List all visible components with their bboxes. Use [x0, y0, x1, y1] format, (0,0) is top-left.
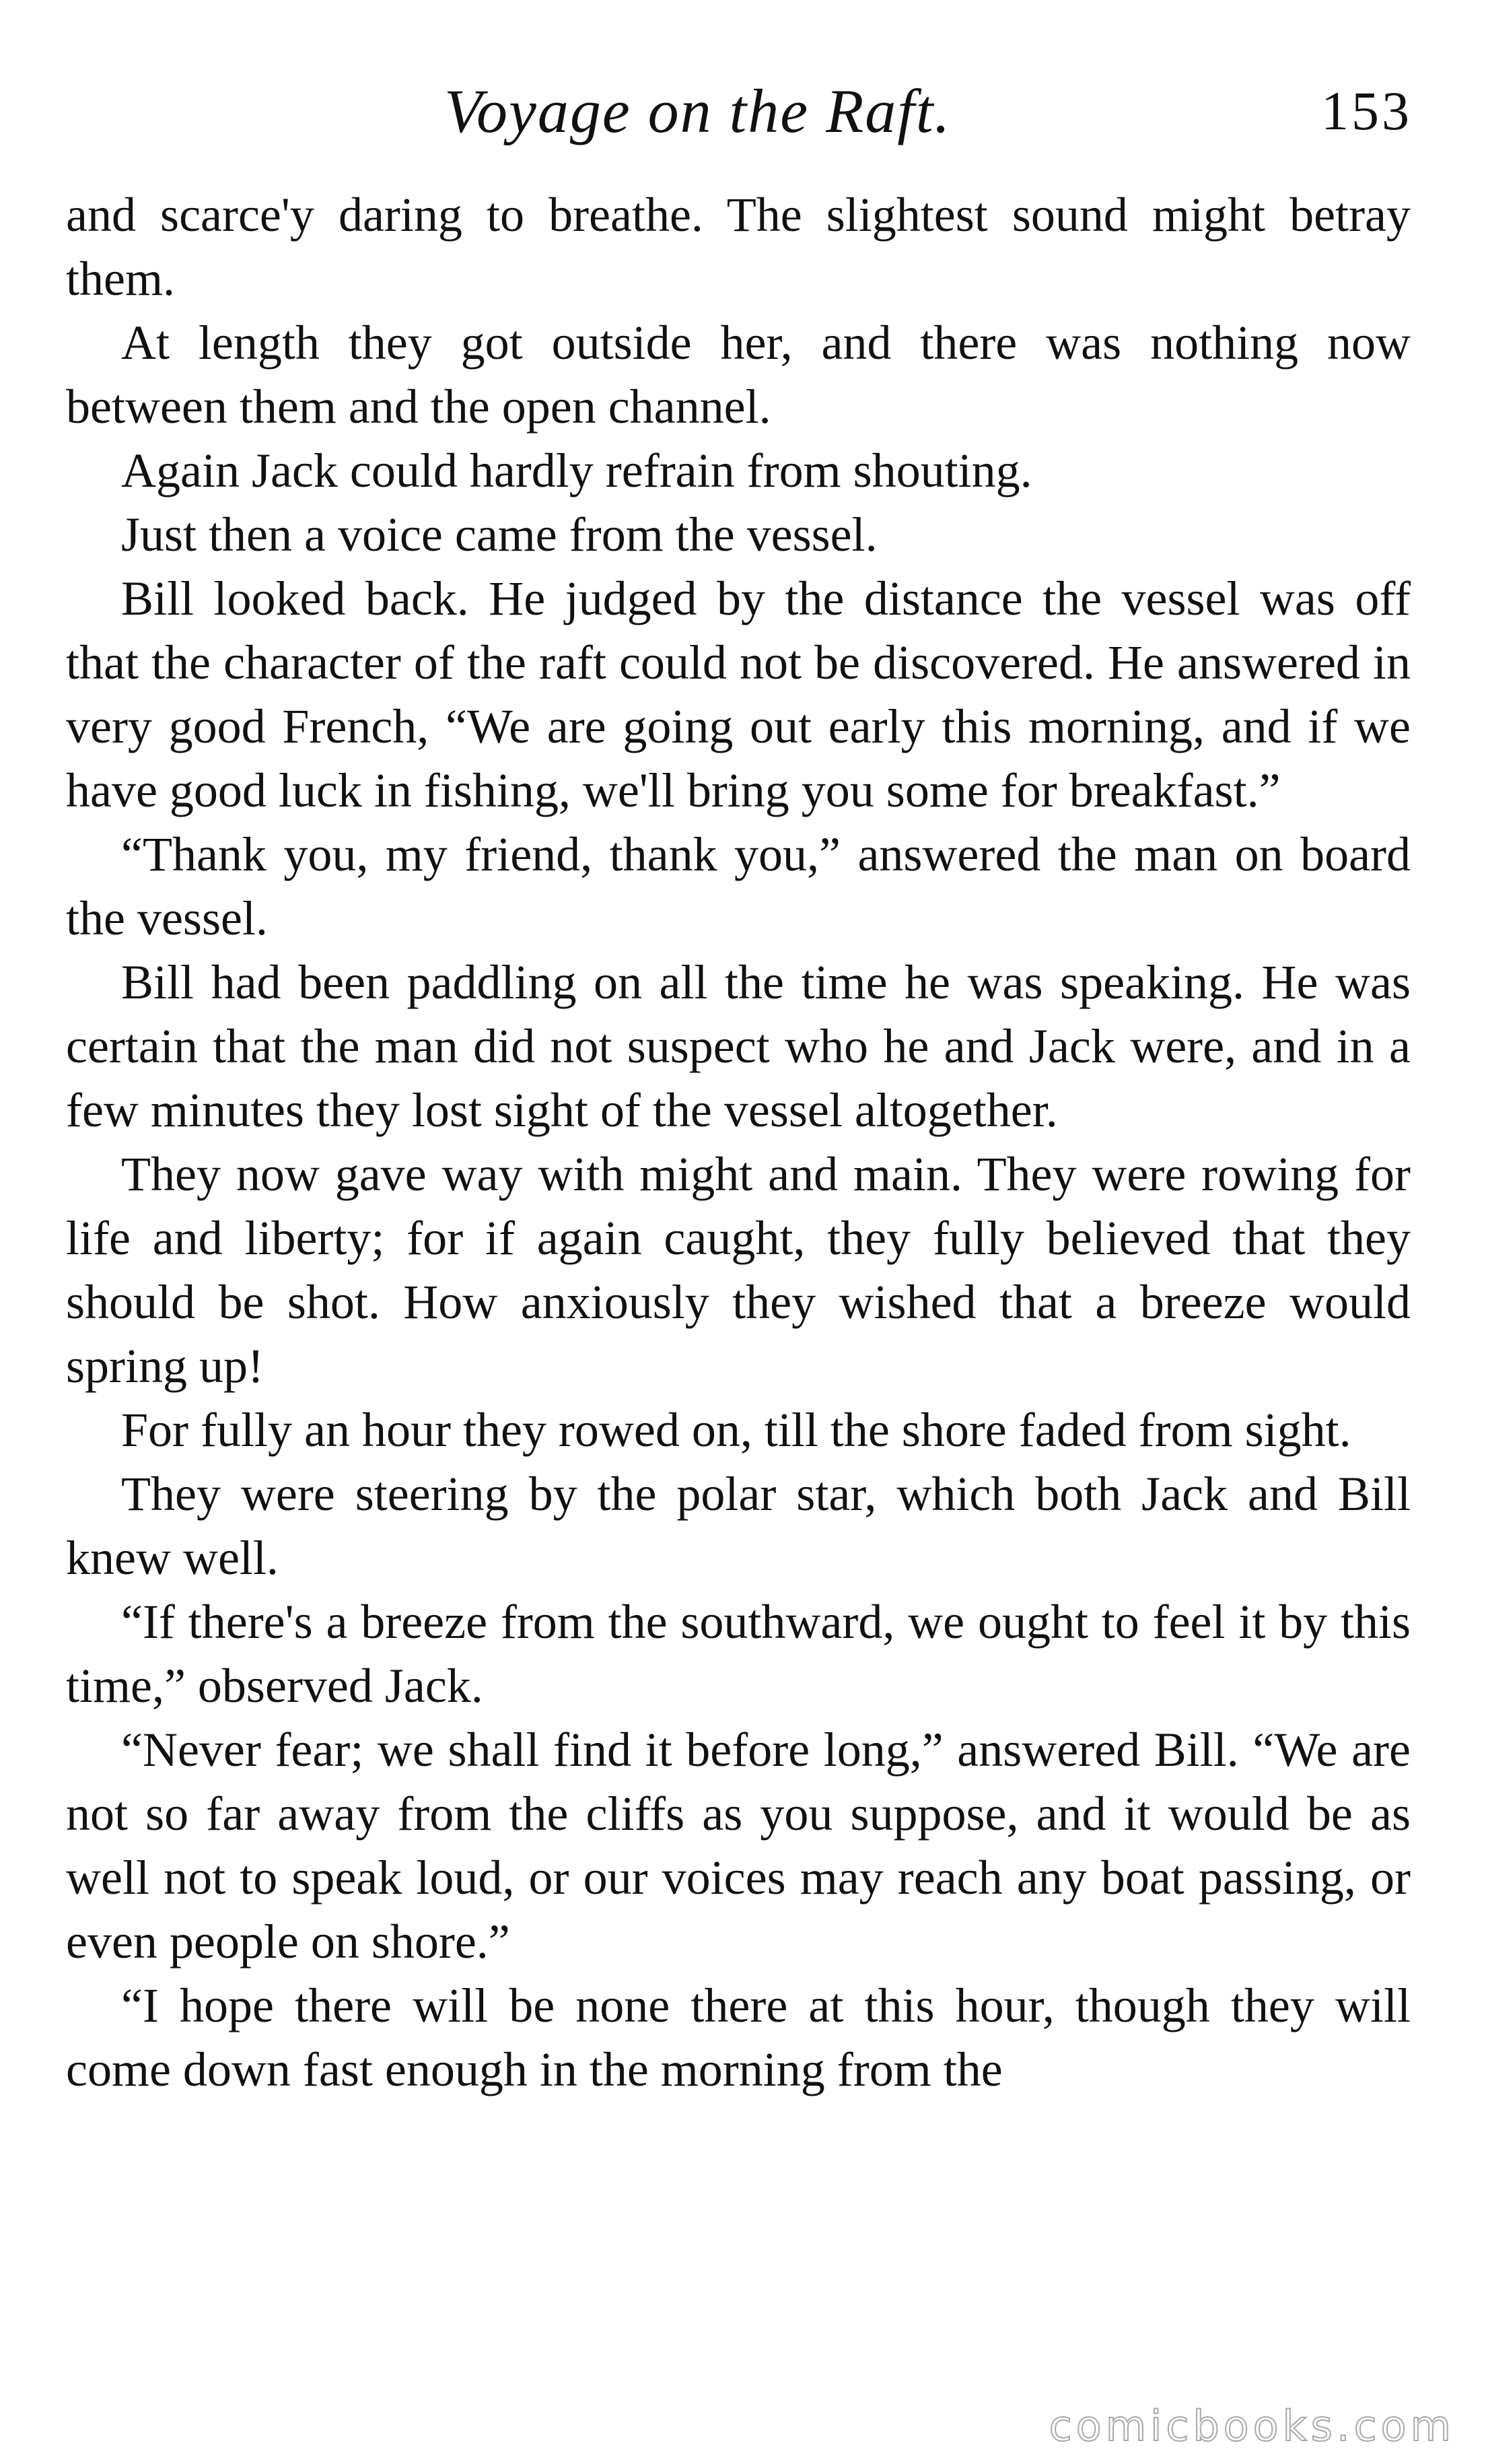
paragraph: Bill looked back. He judged by the distance the vessel was off that the character of the raft could not be discovered. He answered in very good French, “We are going out early this morning, and if we have good luck in fishing, we'll bring you some for breakfast.” [66, 572, 1411, 817]
watermark: comicbooks.com [1049, 2401, 1455, 2451]
running-title: Voyage on the Raft. [444, 77, 952, 145]
paragraph: Bill had been paddling on all the time he was speaking. He was certain that the man did not suspect who he and Jack were, and in a few minutes they lost sight of the vessel altogether. [66, 955, 1411, 1137]
running-head [0, 74, 1486, 148]
paragraph: For fully an hour they rowed on, till the shore faded from sight. [121, 1403, 1351, 1457]
paragraph: “Never fear; we shall find it before long,” answered Bill. “We are not so far away from the cliffs as you suppose, and it would be as well not to speak loud, or our voices may reach any boat passing, or even people on shore.” [66, 1723, 1411, 1969]
paragraph: At length they got outside her, and there was nothing now between them and the open channel. [66, 316, 1411, 434]
body-text [66, 183, 1411, 2102]
paragraph: “Thank you, my friend, thank you,” answered the man on board the vessel. [66, 827, 1411, 945]
paragraph: “If there's a breeze from the southward, we ought to feel it by this time,” observed Jack. [66, 1595, 1411, 1713]
paragraph: Again Jack could hardly refrain from shouting. [121, 444, 1032, 498]
page-number: 153 [1321, 80, 1412, 141]
paragraph: Just then a voice came from the vessel. [121, 508, 878, 561]
paragraph: They were steering by the polar star, which both Jack and Bill knew well. [66, 1467, 1411, 1585]
paragraph: “I hope there will be none there at this hour, though they will come down fast enough in the morning from the [66, 1979, 1411, 2096]
paragraph: and scarce'y daring to breathe. The slightest sound might betray them. [66, 188, 1411, 306]
paragraph: They now gave way with might and main. They were rowing for life and liberty; for if again caught, they fully believed that they should be shot. How anxiously they wished that a breeze would spring up! [66, 1147, 1411, 1393]
